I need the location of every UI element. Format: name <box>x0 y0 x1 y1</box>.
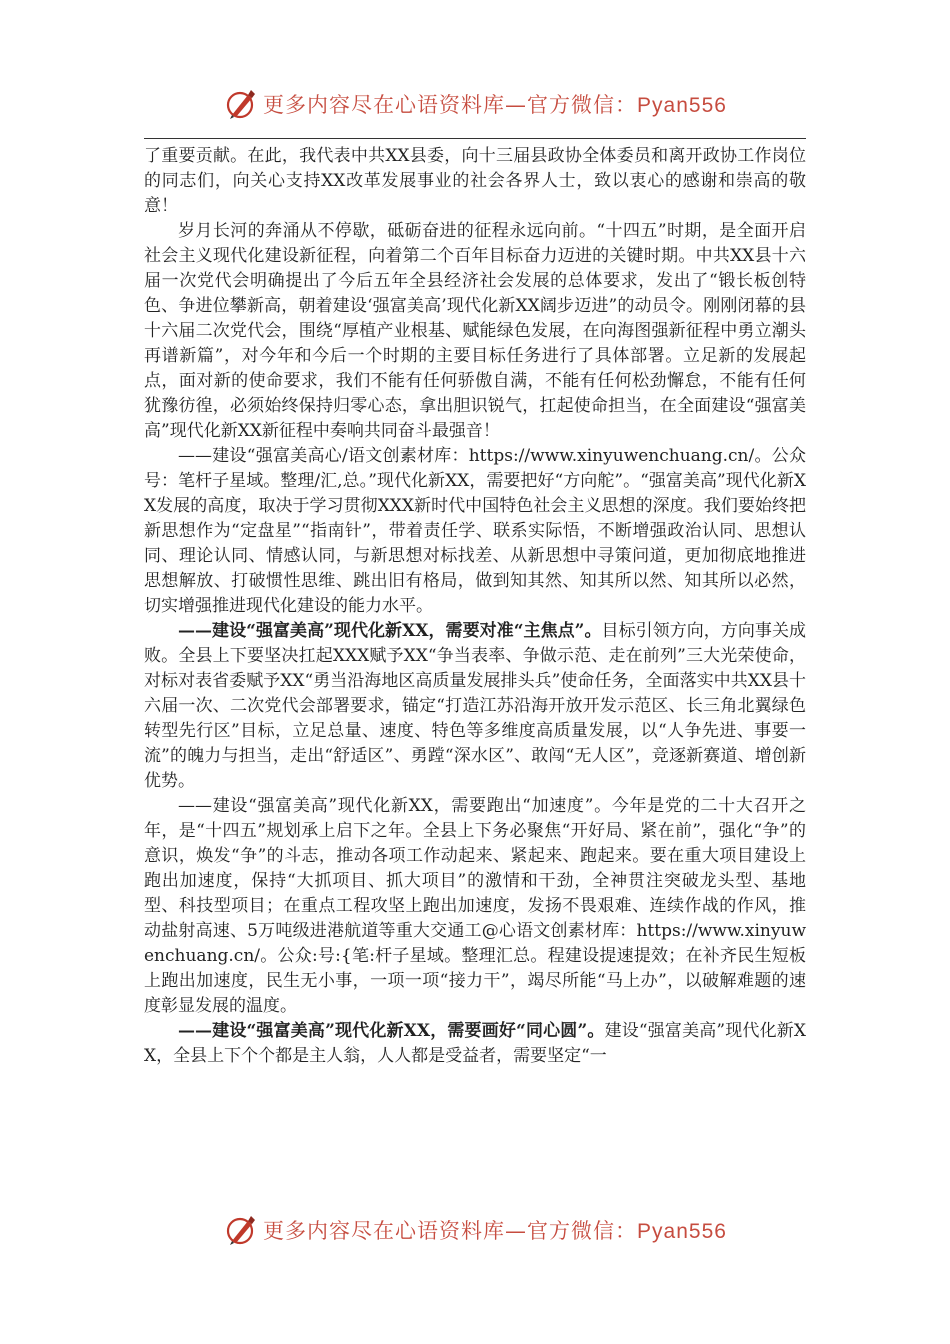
paragraph-6-rest: 建设“强富美高”现代化新XX，全县上下个个都是主人翁，人人都是受益者，需要坚定“一 <box>144 1021 806 1066</box>
paragraph-2: 岁月长河的奔涌从不停歇，砥砺奋进的征程永远向前。“十四五”时期，是全面开启社会主义现代化建设新征程，向着第二个百年目标奋力迈进的关键时期。中共XX县十六届一次党代会明确提出了今后五年全县经济社会发展的总体要求，发出了“锻长板创特色、争进位攀新高，朝着建设‘强富美高’现代化新XX阔步迈进”的动员令。刚刚闭幕的县十六届二次党代会，围绕“厚植产业根基、赋能绿色发展，在向海图强新征程中勇立潮头再谱新篇”，对今年和今后一个时期的主要目标任务进行了具体部署。立足新的发展起点，面对新的使命要求，我们不能有任何骄傲自满，不能有任何松劲懈怠，不能有任何犹豫彷徨，必须始终保持归零心态，拿出胆识锐气，扛起使命担当，在全面建设“强富美高”现代化新XX新征程中奏响共同奋斗最强音！ <box>144 221 806 441</box>
header-divider <box>144 138 806 139</box>
paragraph-3: ——建设“强富美高心/语文创素材库：https://www.xinyuwenchuang.cn/。公众号：笔杆子星域。整理/汇,总。”现代化新XX，需要把好“方向舵”。“强富美高”现代化新XX发展的高度，取决于学习贯彻XXX新时代中国特色社会主义思想的深度。我们要始终把新思想作为“定盘星”“指南针”，带着责任学、联系实际悟，不断增强政治认同、思想认同、理论认同、情感认同，与新思想对标找差、从新思想中寻策问道，更加彻底地推进思想解放、打破惯性思维、跳出旧有格局，做到知其然、知其所以然、知其所以必然，切实增强推进现代化建设的能力水平。 <box>144 446 806 616</box>
pen-logo-icon <box>223 1212 259 1248</box>
footer-wechat-id: Pyan556 <box>637 1220 727 1243</box>
pen-logo-icon <box>223 86 259 122</box>
paragraph-6 <box>144 1019 806 1069</box>
paragraph-5: ——建设“强富美高”现代化新XX，需要跑出“加速度”。今年是党的二十大召开之年，是“十四五”规划承上启下之年。全县上下务必聚焦“开好局、紧在前”，强化“争”的意识，焕发“争”的斗志，推动各项工作动起来、紧起来、跑起来。要在重大项目建设上跑出加速度，保持“大抓项目、抓大项目”的激情和干劲，全神贯注突破龙头型、基地型、科技型项目；在重点工程攻坚上跑出加速度，发扬不畏艰难、连续作战的作风，推动盐射高速、5万吨级进港航道等重大交通工@心语文创素材库：https://www.xinyuwenchuang.cn/。公众:号:{笔:杆子星域。整理汇总。程建设提速提效；在补齐民生短板上跑出加速度，民生无小事，一项一项“接力干”，竭尽所能“马上办”，以破解难题的速度彰显发展的温度。 <box>144 796 806 1016</box>
header-banner-text: 更多内容尽在心语资料库—官方微信：Pyan556 <box>263 93 727 117</box>
footer-banner <box>0 1210 950 1250</box>
paragraph-4 <box>144 619 806 794</box>
paragraph-4-rest: 目标引领方向，方向事关成败。全县上下要坚决扛起XXX赋予XX“争当表率、争做示范、走在前列”三大光荣使命，对标对表省委赋予XX“勇当沿海地区高质量发展排头兵”使命任务，全面落实中共XX县十六届一次、二次党代会部署要求，锚定“打造江苏沿海开放开发示范区、长三角北翼绿色转型先行区”目标，立足总量、速度、特色等多维度高质量发展，以“人争先进、事要一流”的魄力与担当，走出“舒适区”、勇蹚“深水区”、敢闯“无人区”，竞逐新赛道、增创新优势。 <box>144 621 807 791</box>
header-banner <box>0 84 950 124</box>
document-body <box>144 144 806 1069</box>
footer-banner-text: 更多内容尽在心语资料库—官方微信：Pyan556 <box>263 1219 727 1243</box>
paragraph-4-lead: ——建设“强富美高”现代化新XX，需要对准“主焦点”。 <box>178 621 602 641</box>
paragraph-1: 了重要贡献。在此，我代表中共XX县委，向十三届县政协全体委员和离开政协工作岗位的同志们，向关心支持XX改革发展事业的社会各界人士，致以衷心的感谢和崇高的敬意！ <box>144 146 806 216</box>
paragraph-6-lead: ——建设“强富美高”现代化新XX，需要画好“同心圆”。 <box>178 1021 605 1041</box>
header-wechat-id: Pyan556 <box>637 94 727 117</box>
